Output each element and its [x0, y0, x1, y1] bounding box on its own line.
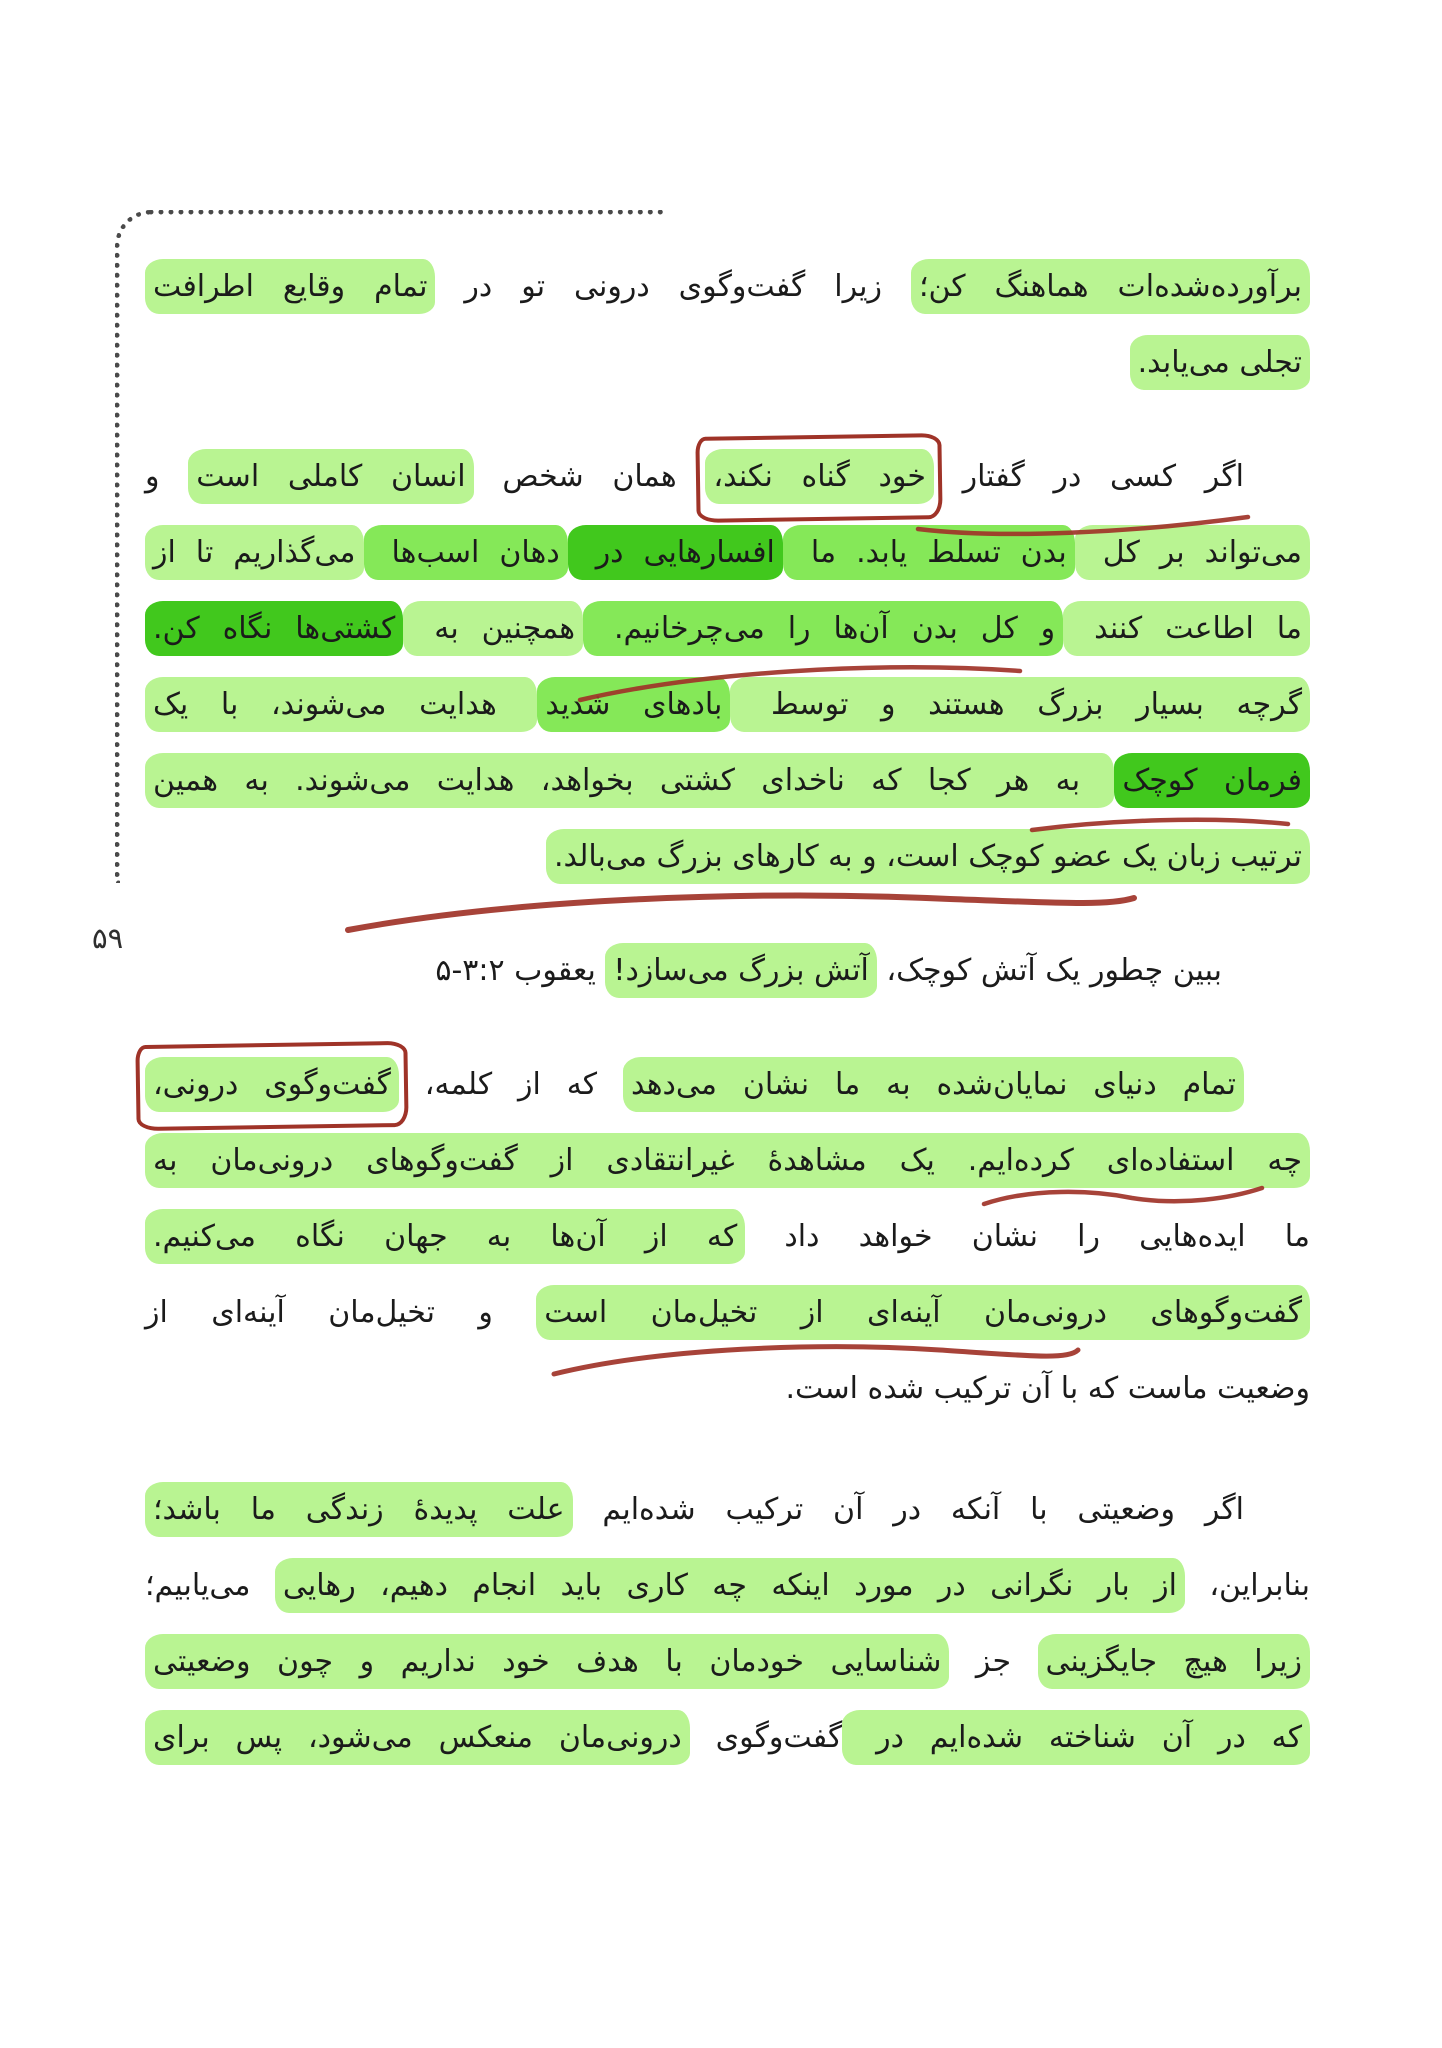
red-boxed-text: گفت‌وگوی درونی،: [145, 1057, 399, 1112]
text-segment: اگر کسی در گفتار: [933, 459, 1244, 494]
text-segment: یعقوب ۳:۲-۵: [435, 953, 606, 988]
text-segment: زیرا گفت‌وگوی درونی تو در: [435, 269, 911, 304]
text-line: [145, 1548, 1310, 1624]
text-segment: گفت‌وگوی: [689, 1720, 843, 1755]
highlighted-text: ما اطاعت کنند: [1063, 601, 1310, 656]
highlighted-text: برآورده‌شده‌ات هماهنگ کن؛: [911, 259, 1310, 314]
text-segment: می‌یابیم؛: [145, 1568, 275, 1603]
text-segment: اگر وضعیتی با آنکه در آن ترکیب شده‌ایم: [572, 1492, 1244, 1527]
text-line: [145, 1700, 1310, 1776]
text-segment: و: [145, 459, 189, 494]
highlighted-text: هدایت می‌شوند، با یک: [145, 677, 537, 732]
highlighted-text: و کل بدن آن‌ها را می‌چرخانیم.: [583, 601, 1063, 656]
text-segment: وضعیت ماست که با آن ترکیب شده است.: [785, 1371, 1310, 1406]
text-line: [145, 1199, 1310, 1275]
highlighted-text: علت پدیدۀ زندگی ما باشد؛: [145, 1482, 573, 1537]
page-text-block: [145, 249, 1310, 1814]
text-segment: همان شخص: [473, 459, 706, 494]
paragraph: [145, 249, 1310, 401]
page-number: ۵۹: [92, 921, 124, 955]
text-line: [145, 1047, 1310, 1123]
highlighted-text: که از آن‌ها به جهان نگاه می‌کنیم.: [145, 1209, 745, 1264]
text-line: [145, 1123, 1310, 1199]
paragraph: [145, 1472, 1310, 1776]
highlighted-text: می‌گذاریم تا از: [145, 525, 364, 580]
highlighted-text: زیرا هیچ جایگزینی: [1038, 1634, 1311, 1689]
highlighted-text: به هر کجا که ناخدای کشتی بخواهد، هدایت می‌شوند. به همین: [145, 753, 1114, 808]
highlighted-text: تمام دنیای نمایان‌شده به ما نشان می‌دهد: [623, 1057, 1244, 1112]
text-segment: ببین چطور یک آتش کوچک،: [876, 953, 1222, 988]
text-line: [145, 439, 1310, 515]
verse-paragraph: [145, 933, 1310, 1009]
text-line: [145, 1351, 1310, 1427]
text-segment: و تخیل‌مان آینه‌ای از: [145, 1295, 537, 1330]
text-segment: که از کلمه،: [398, 1067, 623, 1102]
text-line: [145, 743, 1310, 819]
paragraph: [145, 439, 1310, 895]
highlighted-text: ترتیب زبان یک عضو کوچک است، و به کارهای بزرگ می‌بالد.: [546, 829, 1310, 884]
text-line: [145, 819, 1310, 895]
red-boxed-text: خود گناه نکند،: [705, 449, 933, 504]
highlighted-text: کشتی‌ها نگاه کن.: [145, 601, 403, 656]
text-line: [145, 591, 1310, 667]
text-line: [145, 249, 1310, 325]
highlighted-text: بدن تسلط یابد. ما: [783, 525, 1075, 580]
highlighted-text: بادهای شدید: [537, 677, 730, 732]
highlighted-text: از بار نگرانی در مورد اینکه چه کاری باید انجام دهیم، رهایی: [275, 1558, 1185, 1613]
highlighted-text: گفت‌وگوهای درونی‌مان آینه‌ای از تخیل‌مان است: [536, 1285, 1310, 1340]
highlighted-text: درونی‌مان منعکس می‌شود، پس برای: [145, 1710, 690, 1765]
highlighted-text: افسارهایی در: [568, 525, 783, 580]
highlighted-text: که در آن شناخته شده‌ایم در: [842, 1710, 1310, 1765]
text-segment: بنابراین،: [1184, 1568, 1311, 1603]
text-line: [145, 515, 1310, 591]
text-line: [145, 933, 1310, 1009]
paragraph: [145, 1047, 1310, 1427]
highlighted-text: می‌تواند بر کل: [1075, 525, 1310, 580]
highlighted-text: دهان اسب‌ها: [364, 525, 568, 580]
text-line: [145, 325, 1310, 401]
highlighted-text: فرمان کوچک: [1114, 753, 1310, 808]
text-line: [145, 667, 1310, 743]
highlighted-text: انسان کاملی است: [188, 449, 473, 504]
text-segment: ما ایده‌هایی را نشان خواهد داد: [745, 1219, 1311, 1254]
text-line: [145, 1472, 1310, 1548]
highlighted-text: تجلی می‌یابد.: [1130, 335, 1310, 390]
highlighted-text: چه استفاده‌ای کرده‌ایم. یک مشاهدۀ غیرانتقادی از گفت‌وگوهای درونی‌مان به: [145, 1133, 1310, 1188]
highlighted-text: شناسایی خودمان با هدف خود نداریم و چون وضعیتی: [145, 1634, 949, 1689]
highlighted-text: همچنین به: [403, 601, 583, 656]
text-segment: جز: [949, 1644, 1038, 1679]
text-line: [145, 1275, 1310, 1351]
highlighted-text: تمام وقایع اطرافت: [145, 259, 435, 314]
text-line: [145, 1624, 1310, 1700]
highlighted-text: آتش بزرگ می‌سازد!: [605, 943, 876, 998]
highlighted-text: گرچه بسیار بزرگ هستند و توسط: [730, 677, 1310, 732]
